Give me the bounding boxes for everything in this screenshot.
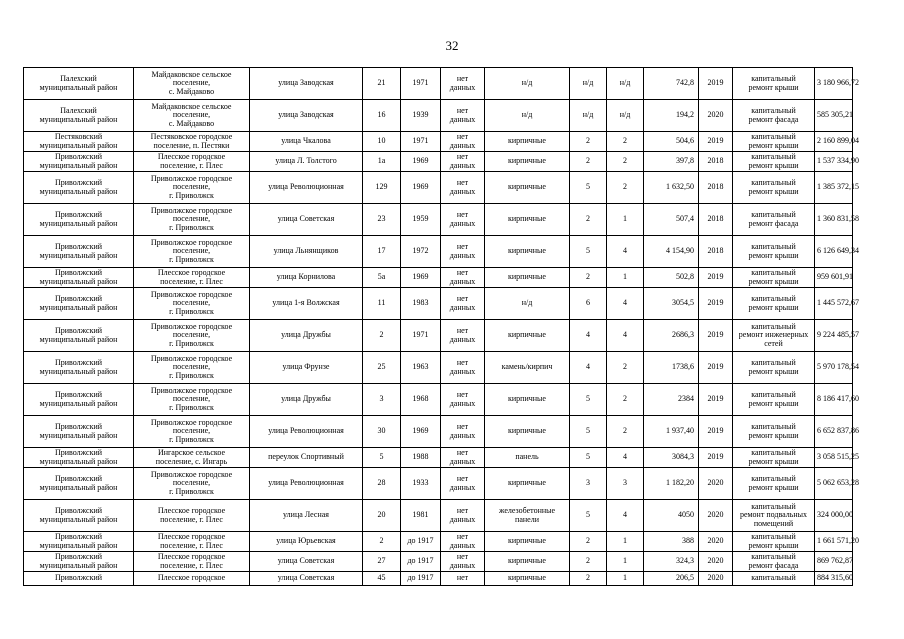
district-cell: Приволжский муниципальный район — [24, 552, 134, 572]
street-cell: улица Лесная — [250, 500, 363, 532]
table-row — [24, 500, 853, 532]
table-row — [24, 416, 853, 448]
cost-cell: 3 180 966,72 — [815, 68, 853, 100]
cost-cell: 5 062 653,28 — [815, 468, 853, 500]
street-cell: улица Советская — [250, 204, 363, 236]
repair-program-table — [23, 67, 859, 586]
wall-material-cell: кирпичные — [485, 236, 570, 268]
work-type-cell: капитальный ремонт подвальных помещений — [733, 500, 815, 532]
settlement-cell: Приволжское городское поселение, г. Приволжск — [134, 204, 250, 236]
area-cell: 502,8 — [644, 268, 699, 288]
house-number-cell: 2 — [363, 320, 401, 352]
build-year-cell: 1959 — [401, 204, 441, 236]
status-cell: нет данных — [441, 468, 485, 500]
cost-cell: 3 058 515,25 — [815, 448, 853, 468]
area-cell: 3084,3 — [644, 448, 699, 468]
build-year-cell: 1981 — [401, 500, 441, 532]
house-number-cell: 16 — [363, 100, 401, 132]
entrances-cell: 1 — [607, 552, 644, 572]
area-cell: 504,6 — [644, 132, 699, 152]
house-number-cell: 45 — [363, 572, 401, 586]
house-number-cell: 30 — [363, 416, 401, 448]
status-cell: нет данных — [441, 172, 485, 204]
settlement-cell: Приволжское городское поселение, г. Приволжск — [134, 384, 250, 416]
floors-cell: 2 — [570, 268, 607, 288]
settlement-cell: Приволжское городское поселение, г. Приволжск — [134, 468, 250, 500]
cost-cell: 585 305,21 — [815, 100, 853, 132]
street-cell: улица Революционная — [250, 468, 363, 500]
cost-cell: 869 762,87 — [815, 552, 853, 572]
plan-year-cell: 2018 — [699, 152, 733, 172]
settlement-cell: Приволжское городское поселение, г. Приволжск — [134, 288, 250, 320]
settlement-cell: Приволжское городское поселение, г. Приволжск — [134, 416, 250, 448]
build-year-cell: 1971 — [401, 132, 441, 152]
status-cell: нет данных — [441, 352, 485, 384]
status-cell: нет данных — [441, 532, 485, 552]
settlement-cell: Ингарское сельское поселение, с. Ингарь — [134, 448, 250, 468]
district-cell: Палехский муниципальный район — [24, 100, 134, 132]
district-cell: Приволжский муниципальный район — [24, 416, 134, 448]
entrances-cell: 1 — [607, 532, 644, 552]
entrances-cell: н/д — [607, 68, 644, 100]
status-cell: нет данных — [441, 132, 485, 152]
build-year-cell: 1969 — [401, 268, 441, 288]
floors-cell: 2 — [570, 152, 607, 172]
wall-material-cell: кирпичные — [485, 132, 570, 152]
plan-year-cell: 2019 — [699, 384, 733, 416]
work-type-cell: капитальный ремонт крыши — [733, 132, 815, 152]
work-type-cell: капитальный ремонт крыши — [733, 268, 815, 288]
district-cell: Приволжский муниципальный район — [24, 152, 134, 172]
street-cell: улица Корнилова — [250, 268, 363, 288]
table-row — [24, 152, 853, 172]
cost-cell: 1 445 572,67 — [815, 288, 853, 320]
entrances-cell: 4 — [607, 448, 644, 468]
floors-cell: 2 — [570, 132, 607, 152]
area-cell: 397,8 — [644, 152, 699, 172]
build-year-cell: 1988 — [401, 448, 441, 468]
district-cell: Приволжский муниципальный район — [24, 268, 134, 288]
build-year-cell: 1969 — [401, 152, 441, 172]
house-number-cell: 28 — [363, 468, 401, 500]
build-year-cell: 1963 — [401, 352, 441, 384]
district-cell: Приволжский муниципальный район — [24, 288, 134, 320]
floors-cell: 2 — [570, 552, 607, 572]
work-type-cell: капитальный — [733, 572, 815, 586]
entrances-cell: н/д — [607, 100, 644, 132]
table-row — [24, 288, 853, 320]
street-cell: улица 1-я Волжская — [250, 288, 363, 320]
build-year-cell: до 1917 — [401, 552, 441, 572]
wall-material-cell: кирпичные — [485, 572, 570, 586]
entrances-cell: 3 — [607, 468, 644, 500]
table-row — [24, 532, 853, 552]
build-year-cell: до 1917 — [401, 532, 441, 552]
work-type-cell: капитальный ремонт крыши — [733, 288, 815, 320]
house-number-cell: 11 — [363, 288, 401, 320]
plan-year-cell: 2019 — [699, 352, 733, 384]
work-type-cell: капитальный ремонт крыши — [733, 532, 815, 552]
plan-year-cell: 2019 — [699, 68, 733, 100]
settlement-cell: Плесское городское поселение, г. Плес — [134, 532, 250, 552]
district-cell: Приволжский муниципальный район — [24, 532, 134, 552]
table-row — [24, 204, 853, 236]
status-cell: нет данных — [441, 384, 485, 416]
area-cell: 1738,6 — [644, 352, 699, 384]
cost-cell: 6 126 649,34 — [815, 236, 853, 268]
table-row — [24, 320, 853, 352]
entrances-cell: 2 — [607, 384, 644, 416]
plan-year-cell: 2020 — [699, 552, 733, 572]
plan-year-cell: 2019 — [699, 132, 733, 152]
table-row — [24, 352, 853, 384]
entrances-cell: 4 — [607, 236, 644, 268]
street-cell: улица Революционная — [250, 172, 363, 204]
cost-cell: 8 186 417,60 — [815, 384, 853, 416]
work-type-cell: капитальный ремонт фасада — [733, 552, 815, 572]
plan-year-cell: 2020 — [699, 468, 733, 500]
cost-cell: 6 652 837,86 — [815, 416, 853, 448]
area-cell: 4050 — [644, 500, 699, 532]
work-type-cell: капитальный ремонт крыши — [733, 172, 815, 204]
area-cell: 1 182,20 — [644, 468, 699, 500]
work-type-cell: капитальный ремонт крыши — [733, 68, 815, 100]
house-number-cell: 1а — [363, 152, 401, 172]
street-cell: улица Революционная — [250, 416, 363, 448]
work-type-cell: капитальный ремонт крыши — [733, 236, 815, 268]
plan-year-cell: 2020 — [699, 100, 733, 132]
settlement-cell: Плесское городское — [134, 572, 250, 586]
status-cell: нет данных — [441, 320, 485, 352]
table-row — [24, 268, 853, 288]
house-number-cell: 23 — [363, 204, 401, 236]
table-row — [24, 132, 853, 152]
house-number-cell: 20 — [363, 500, 401, 532]
district-cell: Приволжский муниципальный район — [24, 236, 134, 268]
cost-cell: 959 601,91 — [815, 268, 853, 288]
cost-cell: 2 160 899,04 — [815, 132, 853, 152]
wall-material-cell: кирпичные — [485, 532, 570, 552]
table-row — [24, 448, 853, 468]
floors-cell: 2 — [570, 532, 607, 552]
house-number-cell: 5а — [363, 268, 401, 288]
area-cell: 2686,3 — [644, 320, 699, 352]
district-cell: Приволжский муниципальный район — [24, 500, 134, 532]
entrances-cell: 2 — [607, 172, 644, 204]
status-cell: нет данных — [441, 204, 485, 236]
status-cell: нет данных — [441, 416, 485, 448]
house-number-cell: 21 — [363, 68, 401, 100]
plan-year-cell: 2020 — [699, 500, 733, 532]
floors-cell: н/д — [570, 100, 607, 132]
street-cell: улица Заводская — [250, 68, 363, 100]
area-cell: 742,8 — [644, 68, 699, 100]
house-number-cell: 25 — [363, 352, 401, 384]
settlement-cell: Плесское городское поселение, г. Плес — [134, 268, 250, 288]
table-row — [24, 172, 853, 204]
settlement-cell: Плесское городское поселение, г. Плес — [134, 552, 250, 572]
street-cell: улица Юрьевская — [250, 532, 363, 552]
floors-cell: 5 — [570, 448, 607, 468]
work-type-cell: капитальный ремонт крыши — [733, 416, 815, 448]
cost-cell: 5 970 178,54 — [815, 352, 853, 384]
wall-material-cell: кирпичные — [485, 320, 570, 352]
floors-cell: 4 — [570, 320, 607, 352]
status-cell: нет данных — [441, 68, 485, 100]
build-year-cell: 1968 — [401, 384, 441, 416]
entrances-cell: 2 — [607, 132, 644, 152]
cost-cell: 1 385 372,15 — [815, 172, 853, 204]
house-number-cell: 27 — [363, 552, 401, 572]
settlement-cell: Майдаковское сельское поселение, с. Майдаково — [134, 100, 250, 132]
district-cell: Пестяковский муниципальный район — [24, 132, 134, 152]
work-type-cell: капитальный ремонт крыши — [733, 152, 815, 172]
wall-material-cell: кирпичные — [485, 468, 570, 500]
entrances-cell: 4 — [607, 500, 644, 532]
work-type-cell: капитальный ремонт крыши — [733, 352, 815, 384]
work-type-cell: капитальный ремонт крыши — [733, 468, 815, 500]
table-row — [24, 468, 853, 500]
area-cell: 4 154,90 — [644, 236, 699, 268]
status-cell: нет данных — [441, 552, 485, 572]
street-cell: улица Дружбы — [250, 384, 363, 416]
street-cell: улица Чкалова — [250, 132, 363, 152]
wall-material-cell: камень/кирпич — [485, 352, 570, 384]
work-type-cell: капитальный ремонт фасада — [733, 100, 815, 132]
district-cell: Приволжский муниципальный район — [24, 384, 134, 416]
floors-cell: 5 — [570, 500, 607, 532]
area-cell: 1 632,50 — [644, 172, 699, 204]
district-cell: Приволжский муниципальный район — [24, 204, 134, 236]
status-cell: нет данных — [441, 268, 485, 288]
entrances-cell: 2 — [607, 416, 644, 448]
build-year-cell: 1939 — [401, 100, 441, 132]
plan-year-cell: 2018 — [699, 236, 733, 268]
floors-cell: 5 — [570, 416, 607, 448]
wall-material-cell: кирпичные — [485, 204, 570, 236]
street-cell: улица Советская — [250, 572, 363, 586]
settlement-cell: Пестяковское городское поселение, п. Пестяки — [134, 132, 250, 152]
plan-year-cell: 2019 — [699, 320, 733, 352]
build-year-cell: до 1917 — [401, 572, 441, 586]
cost-cell: 324 000,00 — [815, 500, 853, 532]
house-number-cell: 2 — [363, 532, 401, 552]
wall-material-cell: н/д — [485, 100, 570, 132]
work-type-cell: капитальный ремонт фасада — [733, 204, 815, 236]
house-number-cell: 5 — [363, 448, 401, 468]
street-cell: переулок Спортивный — [250, 448, 363, 468]
cost-cell: 1 360 831,58 — [815, 204, 853, 236]
entrances-cell: 1 — [607, 572, 644, 586]
plan-year-cell: 2018 — [699, 172, 733, 204]
settlement-cell: Приволжское городское поселение, г. Приволжск — [134, 236, 250, 268]
table-row — [24, 68, 853, 100]
settlement-cell: Плесское городское поселение, г. Плес — [134, 152, 250, 172]
house-number-cell: 10 — [363, 132, 401, 152]
street-cell: улица Фрунзе — [250, 352, 363, 384]
wall-material-cell: кирпичные — [485, 416, 570, 448]
wall-material-cell: н/д — [485, 288, 570, 320]
house-number-cell: 129 — [363, 172, 401, 204]
wall-material-cell: кирпичные — [485, 552, 570, 572]
street-cell: улица Л. Толстого — [250, 152, 363, 172]
wall-material-cell: кирпичные — [485, 384, 570, 416]
settlement-cell: Плесское городское поселение, г. Плес — [134, 500, 250, 532]
entrances-cell: 2 — [607, 352, 644, 384]
plan-year-cell: 2020 — [699, 572, 733, 586]
cost-cell: 1 661 571,20 — [815, 532, 853, 552]
district-cell: Приволжский муниципальный район — [24, 448, 134, 468]
plan-year-cell: 2019 — [699, 416, 733, 448]
cost-cell: 1 537 334,90 — [815, 152, 853, 172]
entrances-cell: 1 — [607, 268, 644, 288]
floors-cell: 3 — [570, 468, 607, 500]
plan-year-cell: 2019 — [699, 448, 733, 468]
cost-cell: 9 224 485,57 — [815, 320, 853, 352]
wall-material-cell: н/д — [485, 68, 570, 100]
cost-cell: 884 315,60 — [815, 572, 853, 586]
table-row — [24, 384, 853, 416]
floors-cell: 5 — [570, 236, 607, 268]
plan-year-cell: 2019 — [699, 288, 733, 320]
status-cell: нет данных — [441, 152, 485, 172]
settlement-cell: Приволжское городское поселение, г. Приволжск — [134, 320, 250, 352]
floors-cell: 5 — [570, 384, 607, 416]
plan-year-cell: 2019 — [699, 268, 733, 288]
build-year-cell: 1972 — [401, 236, 441, 268]
settlement-cell: Приволжское городское поселение, г. Приволжск — [134, 172, 250, 204]
plan-year-cell: 2020 — [699, 532, 733, 552]
area-cell: 388 — [644, 532, 699, 552]
street-cell: улица Заводская — [250, 100, 363, 132]
build-year-cell: 1933 — [401, 468, 441, 500]
build-year-cell: 1969 — [401, 172, 441, 204]
table-row — [24, 552, 853, 572]
table-body — [24, 68, 859, 586]
area-cell: 324,3 — [644, 552, 699, 572]
build-year-cell: 1971 — [401, 320, 441, 352]
floors-cell: н/д — [570, 68, 607, 100]
status-cell: нет данных — [441, 100, 485, 132]
house-number-cell: 3 — [363, 384, 401, 416]
wall-material-cell: панель — [485, 448, 570, 468]
status-cell: нет данных — [441, 500, 485, 532]
status-cell: нет — [441, 572, 485, 586]
work-type-cell: капитальный ремонт инженерных сетей — [733, 320, 815, 352]
floors-cell: 6 — [570, 288, 607, 320]
status-cell: нет данных — [441, 236, 485, 268]
floors-cell: 2 — [570, 204, 607, 236]
area-cell: 2384 — [644, 384, 699, 416]
wall-material-cell: кирпичные — [485, 268, 570, 288]
wall-material-cell: кирпичные — [485, 152, 570, 172]
district-cell: Приволжский — [24, 572, 134, 586]
district-cell: Приволжский муниципальный район — [24, 320, 134, 352]
area-cell: 3054,5 — [644, 288, 699, 320]
area-cell: 206,5 — [644, 572, 699, 586]
area-cell: 1 937,40 — [644, 416, 699, 448]
work-type-cell: капитальный ремонт крыши — [733, 448, 815, 468]
street-cell: улица Дружбы — [250, 320, 363, 352]
entrances-cell: 4 — [607, 320, 644, 352]
district-cell: Палехский муниципальный район — [24, 68, 134, 100]
status-cell: нет данных — [441, 288, 485, 320]
area-cell: 194,2 — [644, 100, 699, 132]
build-year-cell: 1969 — [401, 416, 441, 448]
status-cell: нет данных — [441, 448, 485, 468]
settlement-cell: Майдаковское сельское поселение, с. Майдаково — [134, 68, 250, 100]
entrances-cell: 1 — [607, 204, 644, 236]
page-number: 32 — [445, 38, 459, 53]
wall-material-cell: железобетонные панели — [485, 500, 570, 532]
table-row — [24, 236, 853, 268]
district-cell: Приволжский муниципальный район — [24, 352, 134, 384]
street-cell: улица Льнянщиков — [250, 236, 363, 268]
plan-year-cell: 2018 — [699, 204, 733, 236]
area-cell: 507,4 — [644, 204, 699, 236]
table-row — [24, 572, 853, 586]
floors-cell: 4 — [570, 352, 607, 384]
house-number-cell: 17 — [363, 236, 401, 268]
street-cell: улица Советская — [250, 552, 363, 572]
district-cell: Приволжский муниципальный район — [24, 468, 134, 500]
table-row — [24, 100, 853, 132]
wall-material-cell: кирпичные — [485, 172, 570, 204]
work-type-cell: капитальный ремонт крыши — [733, 384, 815, 416]
settlement-cell: Приволжское городское поселение, г. Приволжск — [134, 352, 250, 384]
entrances-cell: 4 — [607, 288, 644, 320]
build-year-cell: 1983 — [401, 288, 441, 320]
build-year-cell: 1971 — [401, 68, 441, 100]
floors-cell: 2 — [570, 572, 607, 586]
floors-cell: 5 — [570, 172, 607, 204]
district-cell: Приволжский муниципальный район — [24, 172, 134, 204]
entrances-cell: 2 — [607, 152, 644, 172]
